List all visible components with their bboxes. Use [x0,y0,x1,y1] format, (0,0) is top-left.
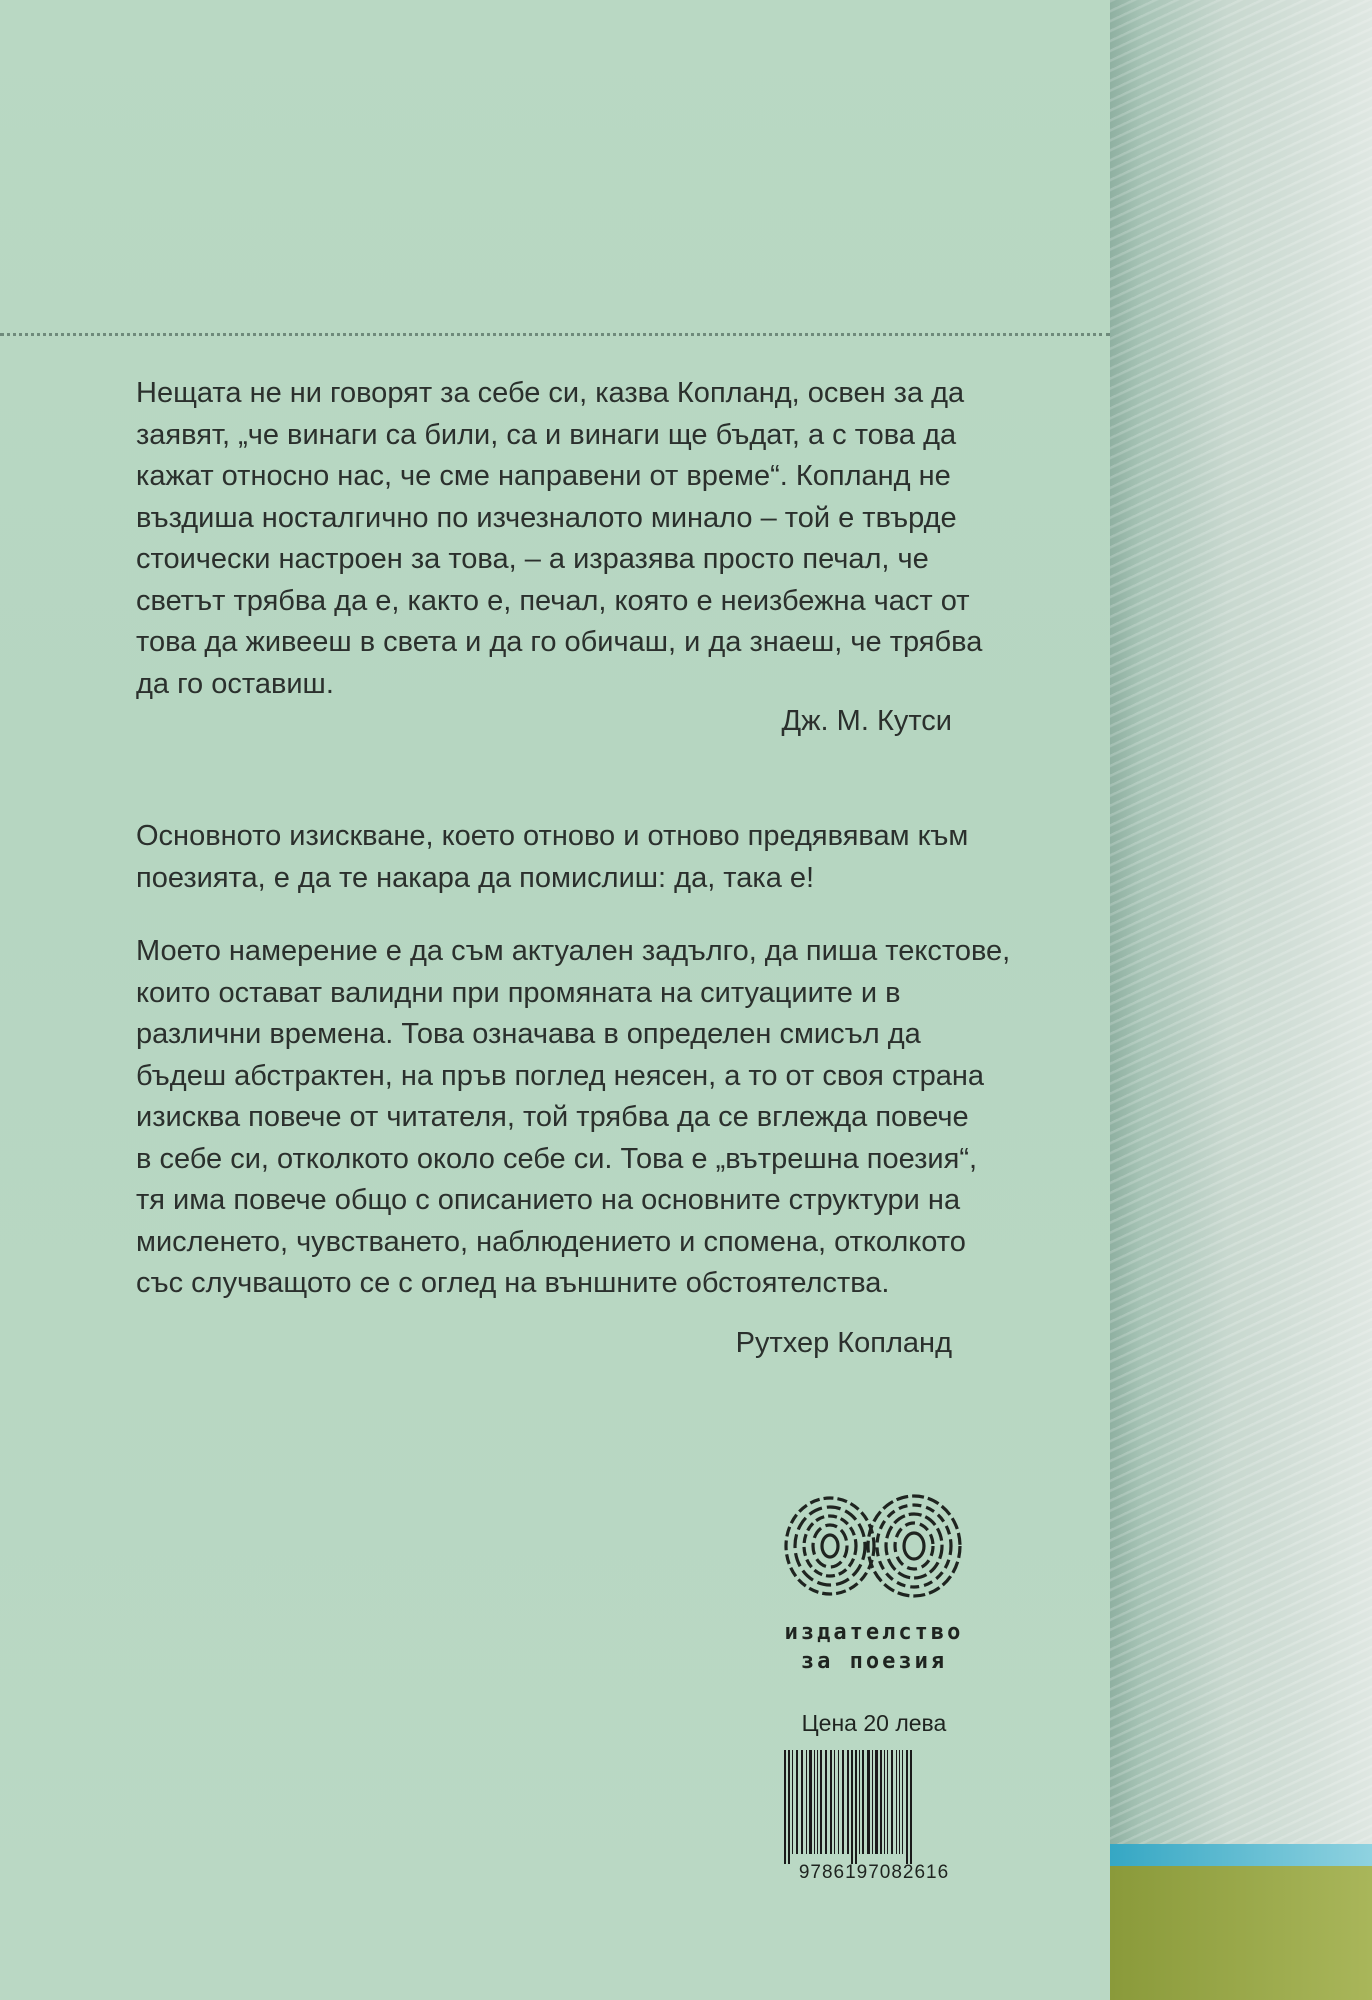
price-label: Цена 20 лева [801,1710,947,1736]
barcode-bar [806,1750,807,1854]
barcode-bar [851,1750,853,1864]
text-line: със случващото се с оглед на външните обстоятелства. [136,1267,890,1299]
author-coetzee: Дж. М. Кутси [781,705,952,737]
quote-kopland-2 [136,931,1046,1305]
isbn-number: 9786197082616 [798,1862,950,1883]
publisher-name [764,1618,984,1676]
text-line: да го оставиш. [136,667,334,700]
spine-olive-stripe [1110,1866,1372,2000]
text-line: въздиша носталгично по изчезналото минало – той е твърде [136,501,957,534]
text-line: в себе си, отколкото около себе си. Това е „вътрешна поезия“, [136,1142,978,1175]
barcode-bar [896,1750,897,1854]
spine-cyan-stripe [1110,1844,1372,1866]
text-line: светът трябва да е, както е, печал, която е неизбежна част от [136,584,970,617]
barcode-bar [784,1750,786,1864]
barcode-bar [887,1750,888,1854]
text-line: кажат относно нас, че сме направени от време“. Копланд не [136,460,951,492]
barcode-bar [880,1750,882,1854]
quote-coetzee [136,373,1046,705]
text-line: тя има повече общо с описанието на основните структури на [136,1184,961,1216]
barcode-bar [788,1750,790,1864]
barcode-bar [838,1750,839,1854]
text-line: които остават валидни при промяната на ситуациите и в [136,976,901,1009]
barcode-bar [814,1750,815,1854]
barcode-bar [820,1750,822,1854]
publisher-logo-fingerprints [782,1490,964,1600]
quote-kopland-1 [136,816,1046,899]
barcode-bar [862,1750,864,1854]
text-line: изисква повече от читателя, той трябва да се вглежда повече [136,1101,969,1133]
text-line: това да живееш в света и да го обичаш, и да знаеш, че трябва [136,626,983,658]
barcode-bar [834,1750,835,1854]
barcode-bar [875,1750,878,1854]
barcode-bar [899,1750,900,1854]
book-spine [1110,0,1372,2000]
publisher-line: издателство [784,1620,964,1645]
text-line: Основното изискване, което отново и отново предявявам към [136,820,969,852]
barcode-bar [891,1750,893,1854]
text-line: Моето намерение е да съм актуален задълго, да пиша текстове, [136,935,1011,967]
publisher-line: за поезия [800,1649,948,1674]
barcode-bar [902,1750,903,1854]
barcode-bar [830,1750,832,1854]
text-line: различни времена. Това означава в определен смисъл да [136,1018,921,1050]
text-line: Нещата не ни говорят за себе си, казва Копланд, освен за да [136,377,965,409]
text-line: бъдеш абстрактен, на пръв поглед неясен, а то от своя страна [136,1059,985,1092]
barcode-bar [847,1750,849,1854]
barcode-bar [796,1750,798,1854]
barcode-bar [801,1750,803,1854]
flap-dotted-line [0,333,1110,336]
barcode-bar [792,1750,793,1854]
text-line: стоически настроен за това, – а изразява просто печал, че [136,543,929,575]
barcode-bar [872,1750,873,1854]
text-line: поезията, е да те накара да помислиш: да, така е! [136,861,815,894]
barcode-bar [906,1750,908,1864]
text-line: мисленето, чувстването, наблюдението и спомена, отколкото [136,1225,966,1258]
barcode-bar [867,1750,870,1854]
barcode-bar [884,1750,885,1854]
barcode-bar [817,1750,818,1854]
barcode-bar [842,1750,844,1854]
barcode-bar [809,1750,812,1854]
author-kopland: Рутхер Копланд [735,1327,952,1359]
barcode-bar [910,1750,912,1864]
barcode-bar [825,1750,827,1854]
barcode-bar [859,1750,860,1854]
barcode [782,1750,964,1868]
barcode-bar [855,1750,857,1864]
text-line: заявят, „че винаги са били, са и винаги ще бъдат, а с това да [136,418,957,451]
